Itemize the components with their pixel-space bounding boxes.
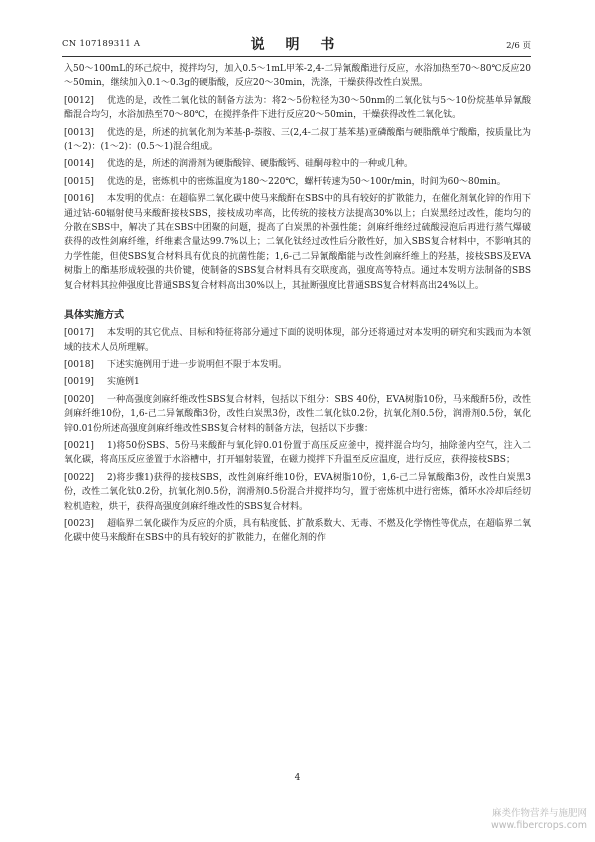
page-indicator: 2/6 页 xyxy=(506,41,531,51)
paragraph-text: 优选的是，所述的抗氧化剂为苯基-β-萘胺、三(2,4-二叔丁基苯基)亚磷酸酯与硬脂酰单宁酸酯，按质量比为(1～2)：(1～2)：(0.5～1)混合组成。 xyxy=(64,127,531,153)
paragraph xyxy=(64,126,531,155)
paragraph-text: 优选的是，所述的润滑剂为硬脂酸锌、硬脂酸钙、硅酮母粒中的一种或几种。 xyxy=(107,159,414,170)
paragraph-number: [0023] xyxy=(64,518,94,529)
paragraph-text: 超临界二氧化碳作为反应的介质，具有粘度低、扩散系数大、无毒、不燃及化学惰性等优点，在超临界二氧化碳中使马来酸酐在SBS中的具有较好的扩散能力，在催化剂的作 xyxy=(64,518,531,544)
patent-number: CN 107189311 A xyxy=(62,39,141,49)
section-heading: 具体实施方式 xyxy=(64,310,124,322)
paragraph-text: 实施例1 xyxy=(107,377,140,388)
watermark-line: 麻类作物营养与施肥网 xyxy=(491,808,587,819)
paragraph-number: [0012] xyxy=(64,95,94,106)
paragraph-number: [0019] xyxy=(64,377,94,388)
paragraph xyxy=(64,439,531,468)
paragraph xyxy=(64,62,531,91)
paragraph xyxy=(64,517,531,546)
paragraph xyxy=(64,471,531,514)
paragraph xyxy=(64,157,531,171)
paragraph xyxy=(64,192,531,293)
paragraph-number: [0017] xyxy=(64,328,94,339)
paragraph-text: 1)将50份SBS、5份马来酸酐与氧化锌0.01份置于高压反应釜中，搅拌混合均匀，抽除釜内空气，注入二氧化碳，将高压反应釜置于水浴槽中，打开辐射装置，在磁力搅拌下升温至反应温度，进行反应，获得接枝SBS； xyxy=(64,440,531,466)
document-title: 说 明 书 xyxy=(250,37,343,53)
paragraph-text: 一种高强度剑麻纤维改性SBS复合材料，包括以下组分：SBS 40份，EVA树脂10份，马来酸酐5份，改性剑麻纤维10份，1,6-己二异氰酸酯3份，改性白炭黑3份，改性二氧化钛0.2份，抗氧化剂0.5份，润滑剂0.5份，氧化锌0.01份所述高强度剑麻纤维改性SBS复合材料的制备方法，包括以下步骤： xyxy=(64,394,531,434)
paragraph-number: [0014] xyxy=(64,159,94,170)
document-body xyxy=(64,62,531,549)
paragraph-number: [0022] xyxy=(64,472,94,483)
watermark-text xyxy=(491,808,587,832)
paragraph-text: 入50～100mL的环己烷中，搅拌均匀，加入0.5～1mL甲苯-2,4-二异氰酸酯进行反应，水浴加热至70～80℃反应20～50min，继续加入0.1～0.3g的硬脂酸，反应20～30min，洗涤，干燥获得改性白炭黑。 xyxy=(64,64,531,89)
page-number: 4 xyxy=(294,773,301,783)
paragraph-number: [0018] xyxy=(64,359,94,370)
paragraph-number: [0015] xyxy=(64,176,94,187)
paragraph-text: 优选的是，改性二氧化钛的制备方法为：将2～5份粒径为30～50nm的二氧化钛与5～10份烷基单异氰酸酯混合均匀，水浴加热至70～80℃，在搅拌条件下进行反应20～50min，干燥获得改性二氧化钛。 xyxy=(64,95,531,121)
paragraph-text: 2)将步骤1)获得的接枝SBS，改性剑麻纤维10份，EVA树脂10份，1,6-己二异氰酸酯3份，改性白炭黑3份，改性二氧化钛0.2份，抗氧化剂0.5份，润滑剂0.5份混合并搅拌均匀，置于密炼机中进行密炼，循环水冷却后经切粒机造粒，烘干，获得高强度剑麻纤维改性的SBS复合材料。 xyxy=(64,472,531,512)
paragraph xyxy=(64,94,531,123)
paragraph-text: 优选的是，密炼机中的密炼温度为180～220℃，螺杆转速为50～100r/min，时间为60～80min。 xyxy=(107,176,506,187)
paragraph-text: 下述实施例用于进一步说明但不限于本发明。 xyxy=(107,359,288,370)
paragraph xyxy=(64,393,531,436)
page-header xyxy=(62,34,531,57)
paragraph-number: [0020] xyxy=(64,394,94,405)
paragraph-text: 本发明的优点：在超临界二氧化碳中使马来酸酐在SBS中的具有较好的扩散能力，在催化剂氧化锌的作用下通过钴-60辐射使马来酸酐接枝SBS，接枝成功率高，比传统的接枝方法提高30%以上；白炭黑经过改性，能均匀的分散在SBS中，解决了其在SBS中团聚的问题，提高了白炭黑的补强性能；剑麻纤维经过硫酸浸泡后再进行蒸气爆破获得的改性剑麻纤维，纤维素含量达99.7%以上；二氧化钛经过改性后分散性好，加入SBS复合材料中，不影响其的力学性能，但使SBS复合材料具有优良的抗菌性能；1,6-己二异氰酸酯能与改性剑麻纤维上的羟基，接枝SBS及EVA树脂上的酯基形成较强的共价键，使制备的SBS复合材料具有交联度高，强度高等特点。通过本发明方法制备的SBS复合材料其拉伸强度比普通SBS复合材料高出30%以上，其扯断强度比普通SBS复合材料高出24%以上。 xyxy=(64,194,531,291)
paragraph-number: [0013] xyxy=(64,127,94,138)
watermark-line: www.fibercrops.com xyxy=(490,820,587,831)
paragraph xyxy=(64,175,531,189)
paragraph xyxy=(64,358,531,372)
paragraph-number: [0016] xyxy=(64,194,94,205)
paragraph-number: [0021] xyxy=(64,440,94,451)
paragraph-text: 本发明的其它优点、目标和特征将部分通过下面的说明体现，部分还将通过对本发明的研究和实践而为本领域的技术人员所理解。 xyxy=(64,328,531,353)
paragraph xyxy=(64,326,531,355)
paragraph xyxy=(64,375,531,389)
